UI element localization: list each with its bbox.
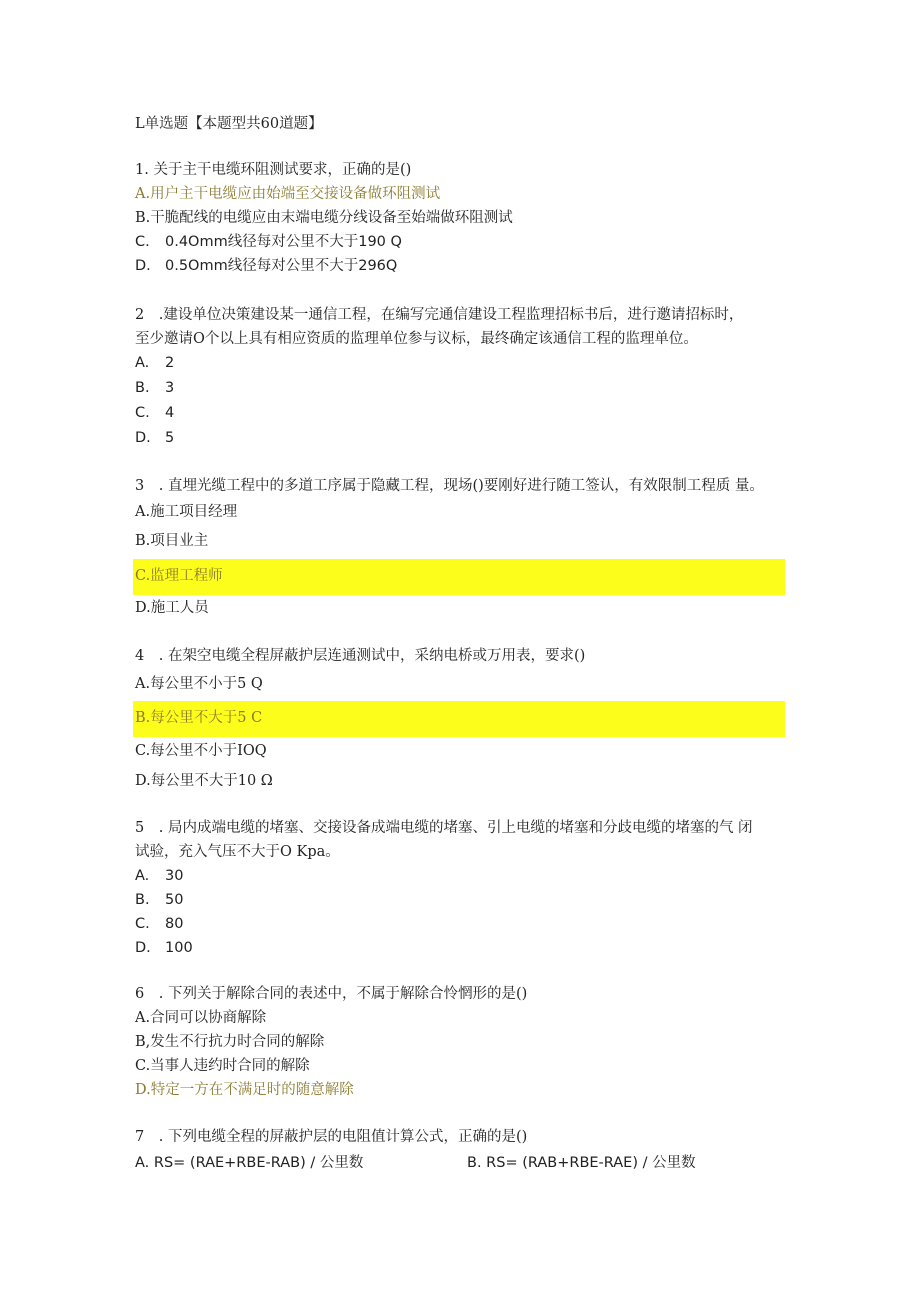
option-a bbox=[135, 866, 183, 886]
question-text: 4 . 在架空电缆全程屏蔽护层连通测试中，采纳电桥或万用表，要求() bbox=[135, 648, 586, 664]
option-d bbox=[135, 938, 193, 958]
question-text-line-1: 2 .建设单位决策建设某一通信工程，在编写完通信建设工程监理招标书后，进行邀请招标时， bbox=[135, 307, 744, 323]
option-a: A.施工项目经理 bbox=[135, 504, 238, 520]
option-text: 0.5Omm线径每对公里不大于296Q bbox=[165, 258, 398, 274]
question-text-line-2: 至少邀请O个以上具有相应资质的监理单位参与议标，最终确定该通信工程的监理单位。 bbox=[135, 331, 698, 347]
option-a: A.用户主干电缆应由始端至交接设备做环阻测试 bbox=[135, 186, 441, 202]
option-label: B. bbox=[135, 380, 150, 396]
option-d: D.施工人员 bbox=[135, 600, 209, 616]
option-label: A. bbox=[135, 355, 150, 371]
option-a: A. RS= (RAE+RBE-RAB) / 公里数 bbox=[135, 1155, 364, 1171]
question-text-line-1: 5 . 局内成端电缆的堵塞、交接设备成端电缆的堵塞、引上电缆的堵塞和分歧电缆的堵塞的气 闭 bbox=[135, 820, 753, 836]
question-text: 6 . 下列关于解除合同的表述中，不属于解除合怜惘形的是() bbox=[135, 986, 528, 1002]
option-b bbox=[135, 378, 174, 398]
option-text: 4 bbox=[165, 405, 175, 421]
option-c bbox=[135, 914, 183, 934]
section-header: L单选题【本题型共60道题】 bbox=[135, 116, 323, 132]
option-d bbox=[135, 428, 174, 448]
option-label: B. bbox=[135, 892, 150, 908]
option-text: 0.4Omm线径每对公里不大于190 Q bbox=[165, 234, 402, 250]
option-text: 5 bbox=[165, 430, 175, 446]
option-b: B,发生不行抗力时合同的解除 bbox=[135, 1034, 325, 1050]
option-c: C.每公里不小于IOQ bbox=[135, 743, 267, 759]
option-label: D. bbox=[135, 258, 151, 274]
option-c bbox=[135, 403, 174, 423]
option-d bbox=[135, 256, 397, 276]
option-b: B.每公里不大于5 C bbox=[135, 710, 263, 726]
question-text-line-2: 试验，充入气压不大于O Kpa。 bbox=[135, 844, 340, 860]
option-c: C.当事人违约时合同的解除 bbox=[135, 1058, 310, 1074]
option-c: C.监理工程师 bbox=[135, 568, 223, 584]
option-d: D.特定一方在不满足时的随意解除 bbox=[135, 1082, 354, 1098]
option-label: D. bbox=[135, 940, 151, 956]
option-a: A.合同可以协商解除 bbox=[135, 1010, 267, 1026]
option-text: 100 bbox=[165, 940, 193, 956]
option-text: 80 bbox=[165, 916, 184, 932]
option-label: C. bbox=[135, 405, 150, 421]
answer-highlight bbox=[133, 559, 785, 595]
option-label: D. bbox=[135, 430, 151, 446]
option-b: B. RS= (RAB+RBE-RAE) / 公里数 bbox=[467, 1155, 696, 1171]
question-text: 3 . 直埋光缆工程中的多道工序属于隐藏工程，现场()要刚好进行随工签认，有效限制工程质 量。 bbox=[135, 478, 764, 494]
option-d: D.每公里不大于10 Ω bbox=[135, 773, 273, 789]
option-b: B.项目业主 bbox=[135, 533, 209, 549]
option-label: A. bbox=[135, 868, 150, 884]
question-text: 1. 关于主干电缆环阻测试要求，正确的是() bbox=[135, 162, 412, 178]
option-text: 50 bbox=[165, 892, 184, 908]
option-text: 2 bbox=[165, 355, 175, 371]
option-text: 3 bbox=[165, 380, 175, 396]
option-label: C. bbox=[135, 916, 150, 932]
option-label: C. bbox=[135, 234, 150, 250]
option-b: B.干脆配线的电缆应由末端电缆分线设备至始端做环阻测试 bbox=[135, 210, 513, 226]
question-text: 7 . 下列电缆全程的屏蔽护层的电阻值计算公式，正确的是() bbox=[135, 1129, 528, 1145]
option-a bbox=[135, 353, 174, 373]
option-text: 30 bbox=[165, 868, 184, 884]
option-c bbox=[135, 232, 402, 252]
option-b bbox=[135, 890, 183, 910]
option-a: A.每公里不小于5 Q bbox=[135, 676, 263, 692]
